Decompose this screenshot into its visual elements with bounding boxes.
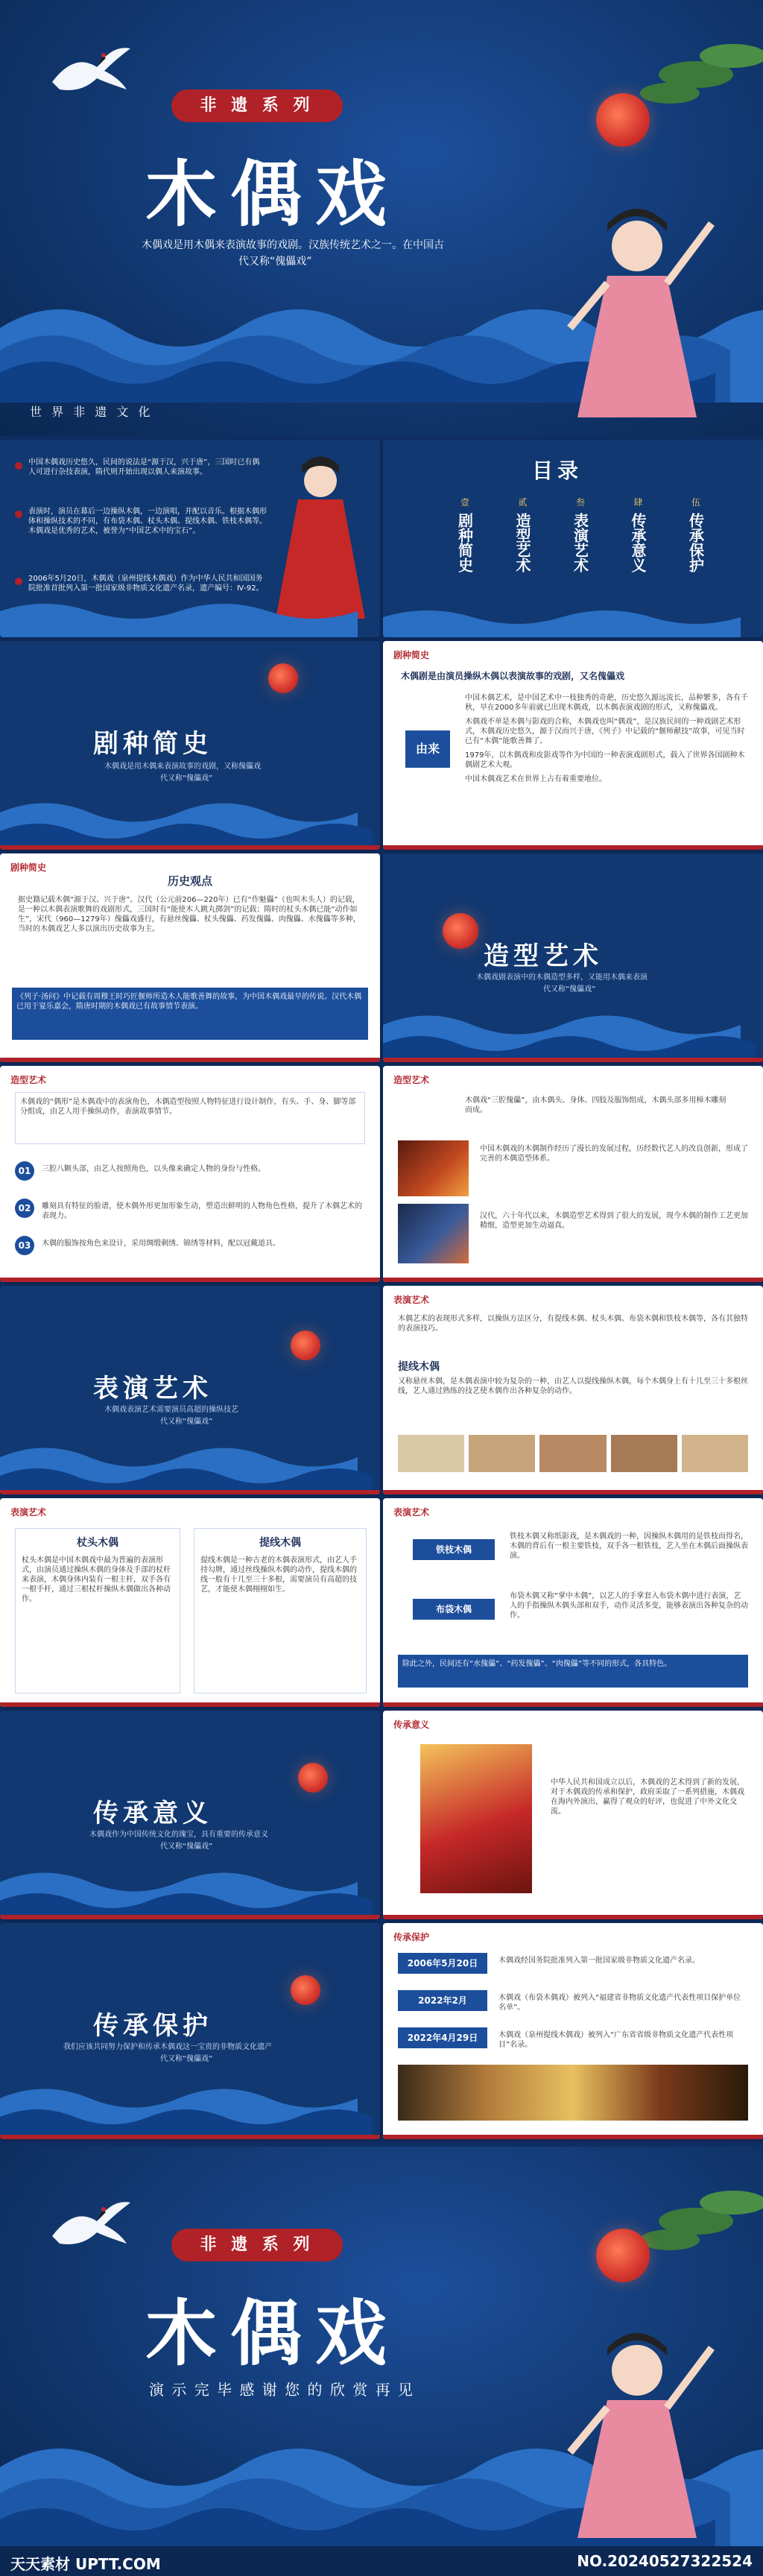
timeline-date: 2006年5月20日 xyxy=(398,1953,487,1974)
design-photo-paragraph-2: 汉代，六十年代以来，木偶造型艺术得到了很大的发展，现今木偶的制作工艺更加精细，造型更加生动逼真。 xyxy=(480,1212,748,1230)
viewpoint-quote: 《列子·汤问》中记载有周穆王时巧匠偃师所造木人能歌善舞的故事，为中国木偶戏最早的传说。汉代木偶已用于宴乐嘉会，隋唐时期的木偶戏已有故事情节表演。 xyxy=(12,988,368,1040)
timeline-text: 木偶戏（泉州提线木偶戏）被列入“广东省省级非物质文化遗产代表性项目”名录。 xyxy=(498,2031,734,2049)
intro-slide xyxy=(0,440,380,637)
section-sub: 木偶戏作为中国传统文化的瑰宝，具有重要的传承意义 xyxy=(89,1831,268,1839)
puppet-photo xyxy=(398,1204,469,1263)
slide-headline: 木偶剧是由演员操纵木偶以表演故事的戏剧，又名傀儡戏 xyxy=(401,671,625,681)
red-bottom-bar xyxy=(383,1490,763,1494)
section-sub: 木偶戏是用木偶来表演故事的戏剧，又称傀儡戏 xyxy=(104,763,261,771)
performance-paragraph-2: 又称悬丝木偶，是木偶表演中较为复杂的一种，由艺人以提线操纵木偶，每个木偶身上有十几至三十多根丝线，艺人通过熟练的技艺使木偶作出各种复杂的动作。 xyxy=(398,1377,748,1395)
watermark-bar xyxy=(0,2546,763,2576)
puppet-photo xyxy=(420,1744,532,1893)
red-bottom-bar xyxy=(0,845,380,850)
closing-title: 木偶戏 xyxy=(145,2291,400,2375)
series-label: 非 遗 系 列 xyxy=(171,89,343,122)
cover-intro-2: 代又称“傀儡戏” xyxy=(238,256,312,268)
red-bottom-bar xyxy=(383,1915,763,1919)
red-bottom-bar xyxy=(383,1702,763,1707)
viewpoint-paragraph: 据史籍记载木偶“源于汉、兴于唐”。汉代（公元前206—220年）已有“作魁儡”（也叫木头人）的记载，是一种以木偶表演歌舞的戏剧形式，三国时有“能使木人跳丸掷剑”的记载；隋时的杖头木偶已能“动作如生”，宋代（960—1279年）傀儡戏盛行，有悬丝傀儡、杖头傀儡、药发傀儡、肉傀儡、水傀儡等多种，当时的木偶戏艺人多以演出历史故事为主。 xyxy=(18,896,361,933)
slide-header: 造型艺术 xyxy=(393,1075,430,1085)
section-sub: 木偶戏表演艺术需要演员高超的操纵技艺 xyxy=(104,1406,238,1414)
closing-thanks: 演 示 完 毕 感 谢 您 的 欣 赏 再 见 xyxy=(149,2381,414,2399)
photo-strip xyxy=(398,1435,748,1472)
red-bottom-bar xyxy=(383,1058,763,1062)
cover-slide xyxy=(0,0,763,436)
string-puppet-card: 提线木偶 提线木偶是一种古老的木偶表演形式，由艺人手持勾牌，通过丝线操纵木偶的动作，提线木偶的线一般有十几至三十多根，需要演员有高超的技艺，才能使木偶栩栩如生。 xyxy=(194,1528,367,1693)
slide-header: 造型艺术 xyxy=(10,1075,47,1085)
red-bottom-bar xyxy=(383,2135,763,2139)
puppet-photo xyxy=(398,1140,469,1196)
glove-puppet-label: 布袋木偶 xyxy=(413,1599,495,1620)
design-photo-slide xyxy=(383,1066,763,1282)
section-sub-2: 代又称“傀儡戏” xyxy=(160,2055,213,2063)
wave-pattern xyxy=(0,1863,380,1919)
item-number: 01 xyxy=(15,1161,34,1181)
red-bottom-bar xyxy=(383,1278,763,1282)
slide-header: 剧种简史 xyxy=(393,650,430,660)
glove-puppet-text: 布袋木偶又称“掌中木偶”，以艺人的手掌套入布袋木偶中进行表演，艺人的手指操纵木偶头部和双手，动作灵活多变，能够表演出各种复杂的动作。 xyxy=(510,1592,748,1620)
contents-item[interactable]: 贰 造型艺术 xyxy=(513,497,531,572)
contents-item[interactable]: 肆 传承意义 xyxy=(629,497,647,572)
rod-puppet-card: 杖头木偶 杖头木偶是中国木偶戏中最为普遍的表演形式，由演员通过操纵木偶的身体及手部的杖杆来表演，木偶身体内装有一根主杆，双手各有一根手杆，通过三根杖杆操纵木偶做出各种动作。 xyxy=(15,1528,180,1693)
slide-header: 剧种简史 xyxy=(10,862,47,873)
performance-detail-slide xyxy=(383,1286,763,1494)
performance-photo xyxy=(398,2065,748,2121)
slide-header: 表演艺术 xyxy=(393,1295,430,1305)
significance-detail-slide xyxy=(383,1711,763,1919)
red-sun xyxy=(596,93,650,147)
red-sun xyxy=(298,1763,328,1793)
slide-header: 传承保护 xyxy=(393,1932,430,1942)
section-slide-protection xyxy=(0,1923,380,2139)
origin-paragraphs: 中国木偶艺术，是中国艺术中一枝独秀的奇葩，历史悠久源远流长，品种繁多，各有千秋，早在2000多年前就已出现木偶戏，以木偶表演戏剧的形式，又称傀儡戏。 木偶戏不单是木偶与影戏的合称，木偶戏也叫“偶戏”，是汉族民间的一种戏剧艺术形式，木偶戏历史悠久，源于汉而兴于唐，《列子》中记载的“偃师献技”故事，可见当时已有“木偶”能歌善舞了。 1979年，以木偶戏和皮影戏等作为中国的一种表演戏剧形式，载入了世界各国剧种木偶剧艺术大观。 中国木偶戏艺术在世界上占有着重要地位。 xyxy=(465,694,748,783)
red-bottom-bar xyxy=(0,1058,380,1062)
timeline-date: 2022年2月 xyxy=(398,1990,487,2011)
timeline-date: 2022年4月29日 xyxy=(398,2027,487,2048)
intro-bullet-3: 2006年5月20日，木偶戏（泉州提线木偶戏）作为中华人民共和国国务院批准首批列入第一批国家级非物质文化遗产名录，遗产编号：Ⅳ-92。 xyxy=(28,575,264,593)
section-sub-2: 代又称“傀儡戏” xyxy=(160,1418,213,1426)
performance-subheading: 提线木偶 xyxy=(398,1361,440,1373)
section-title: 剧种简史 xyxy=(93,729,212,759)
red-bottom-bar xyxy=(0,1278,380,1282)
wave-pattern xyxy=(383,604,763,637)
section-sub-2: 代又称“傀儡戏” xyxy=(160,774,213,783)
performance-paragraph-1: 木偶艺术的表现形式多样，以操纵方法区分，有提线木偶、杖头木偶、布袋木偶和铁枝木偶等，各有其独特的表演技巧。 xyxy=(398,1315,748,1333)
wave-pattern xyxy=(383,1006,763,1062)
history-viewpoint-slide xyxy=(0,853,380,1062)
puppet-figure xyxy=(555,2326,719,2542)
cover-intro-1: 木偶戏是用木偶来表演故事的戏剧。汉族传统艺术之一。在中国古 xyxy=(142,239,444,251)
watermark-left: 天天素材 UPTT.COM xyxy=(10,2555,161,2573)
slide-header: 表演艺术 xyxy=(393,1507,430,1518)
section-title: 传承保护 xyxy=(93,2011,212,2041)
red-sun xyxy=(268,663,298,693)
red-sun xyxy=(596,2229,650,2282)
bullet-dot xyxy=(15,578,22,585)
design-photo-paragraph-1: 中国木偶戏的木偶制作经历了漫长的发展过程，历经数代艺人的改良创新，形成了完善的木偶造型体系。 xyxy=(480,1145,748,1163)
red-sun xyxy=(443,913,478,949)
section-title: 造型艺术 xyxy=(484,941,603,971)
design-photo-intro: 木偶戏“三腔傀儡”，由木偶头、身体、四肢及服饰组成，木偶头部多用樟木雕刻而成。 xyxy=(465,1096,726,1114)
section-slide-significance xyxy=(0,1711,380,1919)
series-label: 非 遗 系 列 xyxy=(171,2229,343,2261)
design-item-text: 雕刻具有特征的脸谱，使木偶外形更加形象生动，塑造出鲜明的人物角色性格，提升了木偶艺术的表现力。 xyxy=(42,1202,362,1220)
section-slide-design xyxy=(383,853,763,1062)
contents-list xyxy=(450,496,711,572)
design-detail-slide xyxy=(0,1066,380,1282)
intro-bullet-1: 中国木偶戏历史悠久，民间的说法是“源于汉，兴于唐”，三国时已有偶人可进行杂技表演，隋代则开始出现以偶人来演故事。 xyxy=(28,458,260,476)
puppet-types-slide xyxy=(0,1498,380,1707)
wave-pattern xyxy=(0,1439,380,1494)
item-number: 03 xyxy=(15,1236,34,1255)
origin-box: 由来 xyxy=(405,730,450,768)
section-sub: 我们应该共同努力保护和传承木偶戏这一宝贵的非物质文化遗产 xyxy=(63,2043,272,2051)
red-bottom-bar xyxy=(0,1915,380,1919)
puppet-types-2-slide xyxy=(383,1498,763,1707)
design-item-text: 木偶的服饰按角色来设计，采用绸缎刺绣、锦绣等材料，配以冠戴道具。 xyxy=(42,1240,280,1248)
design-intro: 木偶戏的“偶形”是木偶戏中的表演角色，木偶造型按照人物特征进行设计制作，有头、手、身、脚等部分组成，由艺人用手操纵动作，表演故事情节。 xyxy=(15,1092,365,1144)
red-bottom-bar xyxy=(383,845,763,850)
wave-pattern xyxy=(0,2080,380,2139)
design-item-text: 三腔八颗头部，由艺人按照角色，以头像来确定人物的身份与性格。 xyxy=(42,1165,265,1173)
section-slide-history xyxy=(0,641,380,850)
contents-item[interactable]: 伍 传承保护 xyxy=(686,497,705,572)
footer-label: 世 界 非 遗 文 化 xyxy=(30,405,153,419)
slide-header: 传承意义 xyxy=(393,1720,430,1730)
section-sub: 木偶戏剧表演中的木偶造型多样，又能用木偶来表演 xyxy=(476,973,648,982)
section-sub-2: 代又称“傀儡戏” xyxy=(543,985,596,994)
slide-header: 表演艺术 xyxy=(10,1507,47,1518)
wave-pattern xyxy=(0,596,380,637)
puppet-types-note: 除此之外，民间还有“水傀儡”、“药发傀儡”、“肉傀儡”等不同的形式，各具特色。 xyxy=(398,1655,748,1688)
contents-item[interactable]: 壹 剧种简史 xyxy=(455,497,474,572)
viewpoint-heading: 历史观点 xyxy=(167,874,212,888)
history-detail-slide xyxy=(383,641,763,850)
section-title: 表演艺术 xyxy=(93,1374,212,1404)
intro-bullet-2: 表演时，演员在幕后一边操纵木偶，一边演唱，并配以音乐。根据木偶形体和操纵技术的不同，有布袋木偶、杖头木偶、提线木偶、铁枝木偶等。木偶戏是优秀的艺术，被誉为“中国艺术中的宝石”。 xyxy=(28,508,267,535)
contents-heading: 目录 xyxy=(532,458,583,483)
timeline-text: 木偶戏（布袋木偶戏）被列入“福建省非物质文化遗产代表性项目保护单位名单”。 xyxy=(498,1994,741,2012)
bullet-dot xyxy=(15,462,22,470)
section-sub-2: 代又称“傀儡戏” xyxy=(160,1843,213,1851)
iron-rod-label: 铁枝木偶 xyxy=(413,1539,495,1560)
contents-slide xyxy=(383,440,763,637)
timeline-text: 木偶戏经国务院批准列入第一批国家级非物质文化遗产名录。 xyxy=(498,1957,700,1965)
red-bottom-bar xyxy=(0,1490,380,1494)
crane-icon xyxy=(45,2191,134,2258)
section-title: 传承意义 xyxy=(93,1799,212,1828)
closing-slide xyxy=(0,2147,763,2546)
red-bottom-bar xyxy=(0,2135,380,2139)
significance-paragraph: 中华人民共和国成立以后，木偶戏的艺术得到了新的发展，对于木偶戏的传承和保护，政府采取了一系列措施，木偶戏在海内外演出，赢得了观众的好评，也促进了中外文化交流。 xyxy=(551,1778,744,1816)
cover-title: 木偶戏 xyxy=(145,152,400,236)
puppet-figure xyxy=(555,201,719,425)
red-sun xyxy=(291,1330,320,1360)
protection-detail-slide xyxy=(383,1923,763,2139)
item-number: 02 xyxy=(15,1199,34,1218)
contents-item[interactable]: 叁 表演艺术 xyxy=(571,497,589,572)
crane-icon xyxy=(45,37,134,104)
bullet-dot xyxy=(15,511,22,518)
iron-rod-text: 铁枝木偶又称纸影戏，是木偶戏的一种，因操纵木偶用的是铁枝而得名，木偶的背后有一根主要铁枝，双手各一根铁枝，艺人坐在木偶后面操纵表演。 xyxy=(510,1532,748,1560)
section-slide-performance xyxy=(0,1286,380,1494)
red-bottom-bar xyxy=(0,1702,380,1707)
wave-pattern xyxy=(0,794,380,850)
red-sun xyxy=(291,1975,320,2005)
watermark-right: NO.20240527322524 xyxy=(577,2552,753,2570)
